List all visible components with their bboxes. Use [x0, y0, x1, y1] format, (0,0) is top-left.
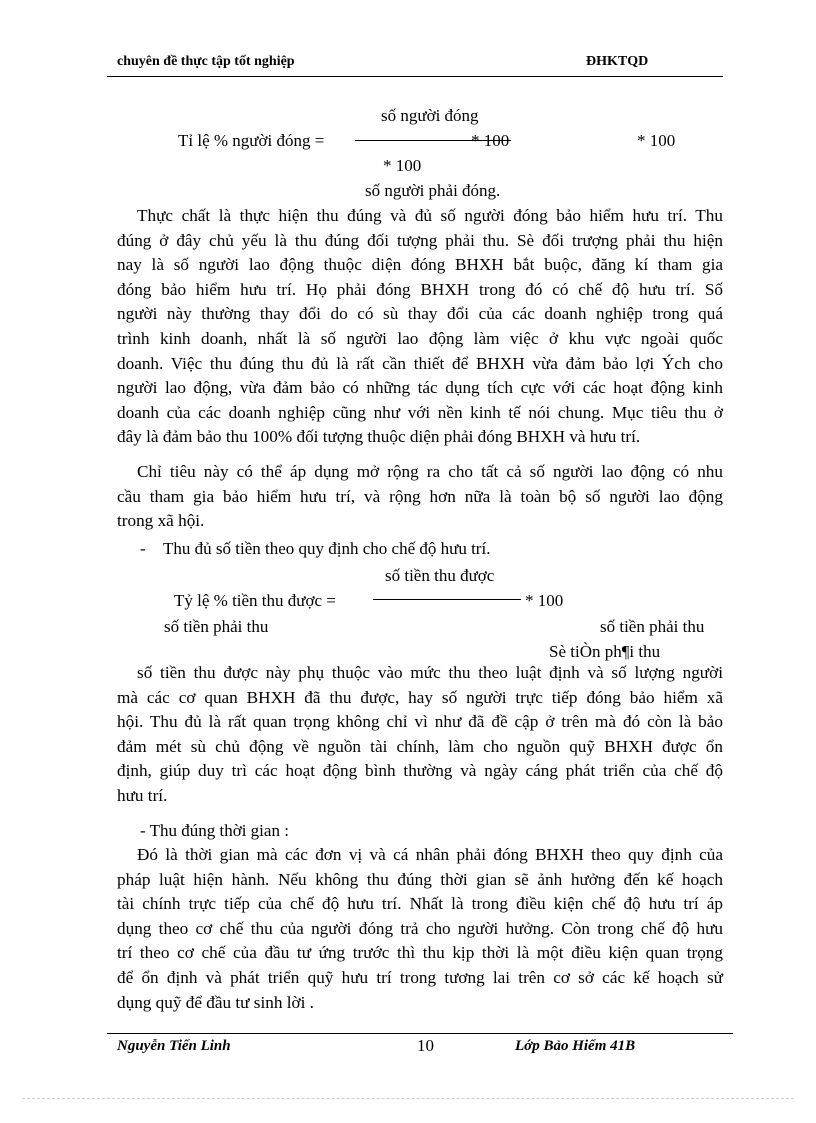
footer-author: Nguyễn Tiến Linh	[117, 1038, 231, 1054]
formula1-denominator: số người phải đóng.	[365, 181, 501, 200]
p1-line: đây là đảm bảo thu 100% đối tượng thuộc diện phải đóng BHXH và hưu trí.	[117, 427, 641, 447]
header-left: chuyên đề thực tập tốt nghiệp	[117, 54, 295, 69]
p2-line: Chỉ tiêu này có thể áp dụng mở rộng ra cho tất cả số người lao động có nhu	[137, 462, 723, 481]
p4-line: pháp luật hiện hành. Nếu không thu đúng thời gian sẽ ảnh hưởng đến kế hoạch	[117, 869, 723, 889]
formula2-multiplier: * 100	[525, 591, 564, 610]
formula2-label: Tỷ lệ % tiền thu được =	[174, 591, 336, 610]
p3-line: mà các cơ quan BHXH đã thu được, hay số người trực tiếp đóng bảo hiểm xã	[117, 687, 723, 707]
p1-line: người lao động, vừa đảm bảo có những tác dụng tích cực với các hoạt động kinh	[117, 378, 723, 398]
header-right: ĐHKTQD	[586, 54, 649, 69]
p1-line: đúng ở đây chủ yếu là thu đúng đối tượng phải thu. Sè đối trượng phải thu hiện	[117, 230, 723, 250]
formula1-struck: * 100	[471, 131, 510, 150]
footer-page-number: 10	[417, 1036, 434, 1055]
formula2-right-denominator: số tiền phải thu	[600, 617, 705, 636]
p1-line: đóng bảo hiểm hưu trí. Họ phải đóng BHXH trong đó có chế độ hưu trí. Số	[117, 279, 723, 299]
paragraph-4	[117, 843, 723, 1015]
p1-line: nay là số người lao động thuộc diện đóng BHXH bắt buộc, đăng kí tham gia	[117, 255, 723, 275]
paragraph-1	[117, 204, 723, 450]
p3-line: số tiền thu được này phụ thuộc vào mức thu theo luật định và số lượng người	[137, 663, 723, 682]
p1-line: doanh của các doanh nghiệp cũng như với nền kinh tế nói chung. Mục tiêu thu ở	[117, 402, 723, 422]
p1-line: người này thường thay đổi do có sù thay đổi của các doanh nghiệp trong quá	[117, 304, 723, 324]
p1-line: doanh. Việc thu đúng thu đủ là rất cần thiết để BHXH vừa đảm bảo lợi Ých cho	[117, 353, 723, 373]
bullet1-text: Thu đủ số tiền theo quy định cho chế độ hưu trí.	[163, 539, 491, 558]
p4-line: dụng theo cơ chế thu của người đóng trả cho người hưởng. Còn trong chế độ hưu	[117, 918, 723, 938]
p4-line: Đó là thời gian mà các đơn vị và cá nhân phải đóng BHXH theo quy định của	[137, 845, 723, 864]
p2-line: trong xã hội.	[117, 511, 205, 531]
formula1-numerator: số người đóng	[381, 106, 479, 125]
page-bottom-divider	[22, 1098, 794, 1099]
p3-line: hưu trí.	[117, 785, 168, 805]
bullet2-text: - Thu đúng thời gian :	[140, 821, 289, 840]
formula1-label: Tỉ lệ % người đóng =	[178, 131, 325, 150]
formula1-multiplier: * 100	[637, 131, 676, 150]
p3-line: đảm mét sù chủ động về nguồn tài chính, làm cho nguồn quỹ BHXH được ổn	[117, 736, 723, 756]
formula1-stray: * 100	[383, 156, 422, 175]
formula2-numerator: số tiền thu được	[385, 566, 495, 585]
p1-line: trình kinh doanh, nhất là số người lao động làm việc ở khu vực ngoài quốc	[117, 328, 723, 348]
formula2-left-denominator: số tiền phải thu	[164, 617, 269, 636]
p4-line: trí theo cơ chế của đầu tư ứng trước thì thu kịp thời là một điều kiện quan trọng	[117, 943, 723, 963]
paragraph-2	[117, 460, 723, 534]
p2-line: cầu tham gia bảo hiểm hưu trí, và rộng hơn nữa là toàn bộ số người lao động	[117, 486, 723, 506]
footer-rule	[107, 1033, 733, 1034]
p4-line: để ổn định và phát triển quỹ hưu trí trong tương lai trên cơ sở các kế hoạch sử	[117, 967, 723, 987]
formula2-garbled: Sè tiÒn ph¶i thu	[549, 642, 661, 661]
p4-line: tài chính trực tiếp của chế độ hưu trí. Nhất là trong điều kiện chế độ hưu trí áp	[117, 894, 723, 914]
p3-line: định, giúp duy trì các hoạt động bình thường và ngày cáng phát triển của chế độ	[117, 761, 723, 781]
formula2-fraction-bar	[373, 599, 521, 600]
p1-line: Thực chất là thực hiện thu đúng và đủ số người đóng bảo hiểm hưu trí. Thu	[137, 206, 723, 225]
p3-line: hội. Thu đủ là rất quan trọng không chỉ vì như đã đề cập ở trên mà đó còn là bảo	[117, 712, 723, 732]
header-rule	[107, 76, 723, 77]
bullet1-dash: -	[140, 539, 146, 558]
footer-class: Lớp Bảo Hiểm 41B	[515, 1038, 636, 1054]
p4-line: dụng quỹ để đầu tư sinh lời .	[117, 992, 314, 1012]
paragraph-3	[117, 661, 723, 809]
